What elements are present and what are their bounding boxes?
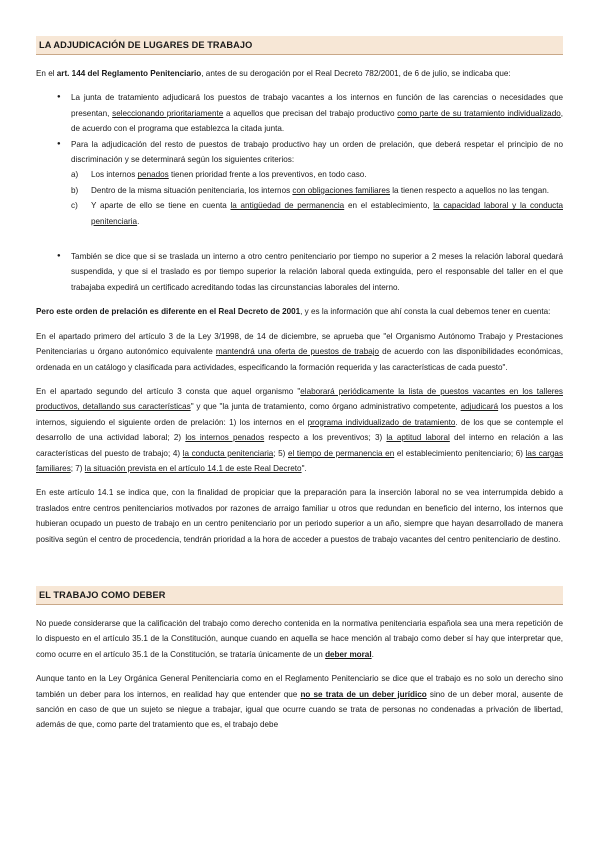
text: .	[137, 216, 140, 226]
text: en el establecimiento,	[344, 201, 434, 211]
text: sino de un deber moral, ausente de sanción en caso de que un sujeto se niegue a trabajar, igual que ocurre cuando se trata de personas no condenadas a privación de libertad, además de que, como parte del tratamiento que es, el trabajo debe	[36, 689, 564, 730]
text: ".	[301, 463, 307, 473]
sub-item-b	[71, 183, 563, 198]
text: La junta de tratamiento adjudicará los puestos de trabajo vacantes a los internos en función de las carencias o necesidades que presentan,	[71, 93, 563, 118]
text: el establecimiento penitenciario; 6)	[394, 448, 526, 458]
article14-paragraph: En este artículo 14.1 se indica que, con la finalidad de propiciar que la preparación para la inserción laboral no se vea interrumpida debido a traslados entre centros penitenciarios motivados por razones de arraigo familiar u otros que redundan en beneficio del interno, los internos que hubieran ocupado un puesto de trabajo en un centro penitenciario por un periodo superior a un año, siempre que hayan desarrollado de manera positiva según el centro de procedencia, tendrán prioridad a la hora de acceder a puestos de trabajo vacantes del centro penitenciario de destino.	[36, 488, 563, 544]
text: Dentro de la misma situación penitenciaria, los internos	[91, 185, 293, 195]
bold-text: Pero este orden de prelación es diferente en el Real Decreto de 2001	[36, 307, 301, 317]
underlined-text: elaborará periódicamente la lista de puestos vacantes en los talleres productivos, detallando sus características	[36, 386, 563, 412]
sub-item-c	[71, 198, 563, 229]
bold-underlined-text: no se trata de un deber jurídico	[300, 689, 427, 699]
text: tienen prioridad frente a los preventivos, en todo caso.	[168, 170, 367, 180]
section-heading-trabajo-deber: EL TRABAJO COMO DEBER	[36, 586, 563, 605]
underlined-text: con obligaciones familiares	[292, 185, 390, 195]
intro-paragraph	[36, 66, 563, 81]
bullet-item-2	[71, 137, 563, 229]
traslado-list	[36, 249, 563, 295]
underlined-text: las cargas familiares	[36, 448, 564, 473]
text: " y que "la junta de tratamiento, como órgano administrativo competente,	[190, 402, 461, 412]
list-letter: b)	[71, 185, 79, 195]
underlined-text: como parte de su tratamiento individualizado	[397, 108, 561, 118]
text: .	[371, 649, 374, 659]
deber-paragraph-1	[36, 616, 563, 662]
sub-item-a	[71, 167, 563, 182]
underlined-text: seleccionando prioritariamente	[112, 108, 224, 118]
underlined-text: la antigüedad de permanencia	[230, 201, 345, 211]
underlined-text: la capacidad laboral y la conducta penitenciaria	[91, 201, 563, 226]
text: Los internos	[91, 170, 138, 180]
underlined-text: mantendrá una oferta de puestos de trabajo	[215, 347, 380, 357]
deber-paragraph-2	[36, 671, 563, 733]
text: ; 7)	[70, 463, 85, 473]
intro-text-bold: art. 144 del Reglamento Penitenciario	[56, 69, 202, 78]
text: , de acuerdo con el programa que establezca la citada junta.	[71, 108, 563, 134]
intro-text-post: , antes de su derogación por el Real Decreto 782/2001, de 6 de julio, se indicaba que:	[201, 69, 511, 78]
underlined-text: el tiempo de permanencia en	[288, 448, 395, 458]
section-heading-adjudicacion: LA ADJUDICACIÓN DE LUGARES DE TRABAJO	[36, 36, 563, 55]
orden-paragraph	[36, 304, 563, 319]
list-letter: a)	[71, 170, 79, 180]
text: Aunque tanto en la Ley Orgánica General Penitenciaria como en el Reglamento Penitenciario se dice que el trabajo es no solo un derecho sino también un deber para los internos, en realidad hay que entender que	[36, 674, 563, 699]
text: a aquellos que precisan del trabajo productivo	[223, 108, 398, 118]
sub-criteria-list	[71, 167, 563, 229]
underlined-text: la situación prevista en el artículo 14.1 de este Real Decreto	[84, 463, 302, 473]
text: No puede considerarse que la calificación del trabajo como derecho contenida en la normativa penitenciaria española sea una mera repetición de lo dispuesto en el artículo 35.1 de la Constitución, aunque cuando en aquella se hace mención al trabajo como deber sí hay que interpretar que, como ocurre en el artículo 35.1 de la Constitución, se trataría únicamente de un	[36, 618, 563, 659]
underlined-text: adjudicará	[460, 402, 499, 412]
text: Y aparte de ello se tiene en cuenta	[91, 201, 231, 211]
text: Para la adjudicación del resto de puestos de trabajo productivo hay un orden de prelación, que deberá respetar el principio de no discriminación y se determinará según los siguientes criterios:	[71, 139, 563, 165]
text: En el apartado segundo del artículo 3 consta que aquel organismo "	[36, 386, 301, 396]
underlined-text: programa individualizado de tratamiento	[307, 417, 456, 427]
text: ; 5)	[273, 448, 288, 458]
text: , y es la información que ahí consta la cual debemos tener en cuenta:	[300, 307, 551, 317]
bullet-item-1	[71, 90, 563, 136]
bold-underlined-text: deber moral	[325, 649, 372, 659]
text: del interno en relación a las características del puesto de trabajo; 4)	[36, 433, 564, 458]
underlined-text: la aptitud laboral	[386, 433, 450, 443]
underlined-text: penados	[137, 170, 169, 180]
intro-text-pre: En el	[36, 69, 57, 78]
bullet-item-3: ● También se dice que si se traslada un interno a otro centro penitenciario por tiempo no superior a 2 meses la relación laboral quedará suspendida, y que si el traslado es por tiempo superior la relación laboral queda extinguida, pero el responsable del taller en el que trabajaba expedirá un certificado acreditando todas las circunstancias laborales del interno.	[71, 249, 563, 295]
text: la tienen respecto a aquellos no las tengan.	[389, 185, 549, 195]
text: En el apartado primero del artículo 3 de la Ley 3/1998, de 14 de diciembre, se aprueba que "el Organismo Autónomo Trabajo y Prestaciones Penitenciarias u órgano autonómico equivalente	[36, 331, 563, 357]
text: los puestos a los internos, siguiendo el siguiente orden de prelación: 1) los internos en el	[36, 402, 563, 427]
text: respecto a los preventivos; 3)	[264, 433, 387, 443]
text: . de los que se contemple el desarrollo de una actividad laboral; 2)	[36, 417, 563, 443]
list-letter: c)	[71, 201, 78, 211]
criteria-list	[36, 90, 563, 229]
underlined-text: los internos penados	[185, 433, 265, 443]
text: de acuerdo con las disponibilidades económicas, ordenada en un catálogo y clasificada para actividades, especificando la formación requerida y las características de cada puesto".	[36, 347, 563, 372]
spacer	[36, 556, 563, 586]
underlined-text: la conducta penitenciaria	[182, 448, 274, 458]
spacer	[36, 229, 563, 249]
article3-first-paragraph	[36, 329, 563, 375]
article3-second-paragraph	[36, 384, 563, 476]
